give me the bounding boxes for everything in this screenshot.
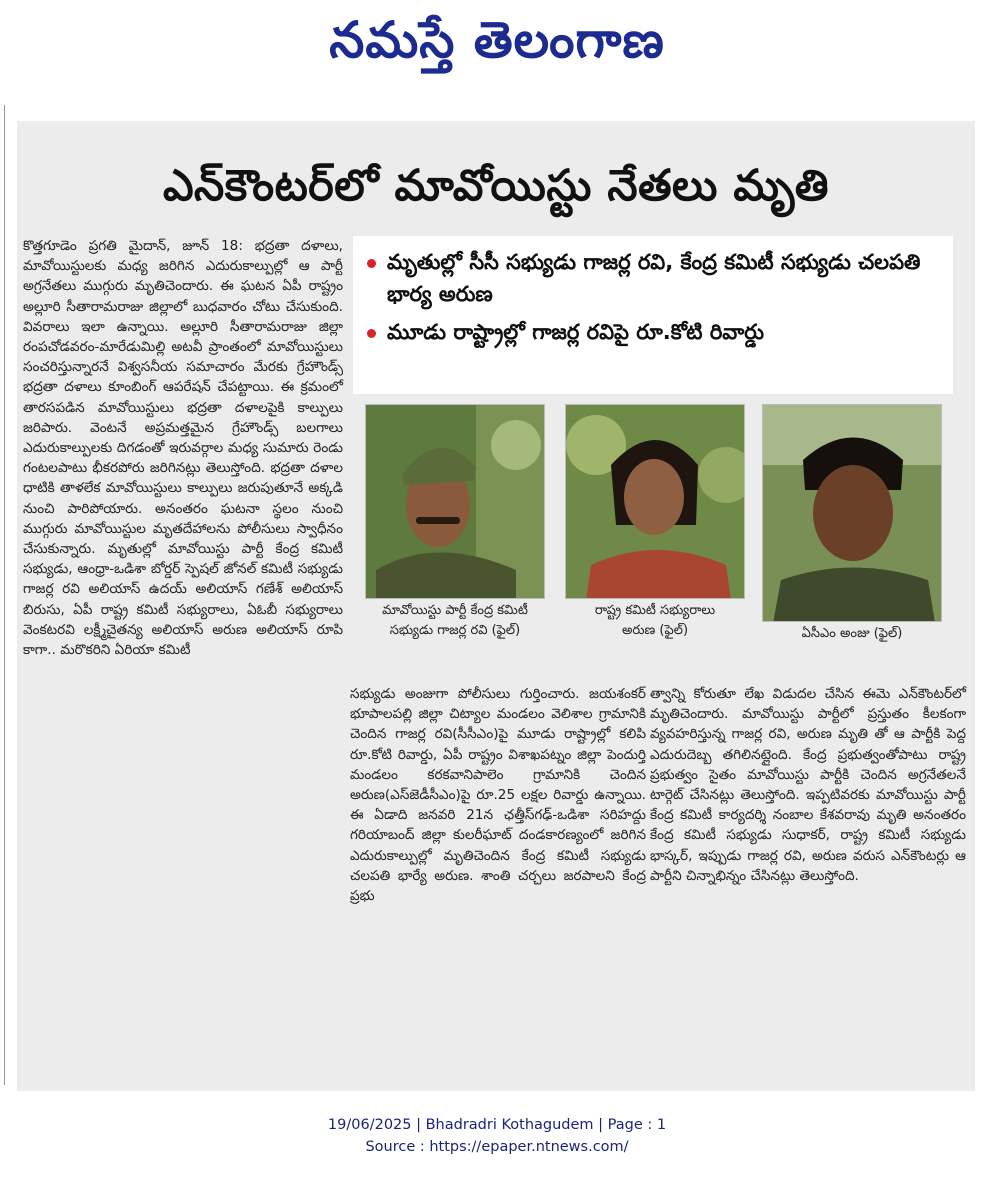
caption-line: సభ్యుడు గాజర్ల రవి (ఫైల్) <box>389 623 521 638</box>
photo-caption <box>762 624 942 644</box>
photo-gajarla-ravi <box>365 404 545 641</box>
caption-line: రాష్ట్ర కమిటీ సభ్యురాలు <box>594 603 716 618</box>
photo-caption <box>565 601 745 641</box>
highlight-text: మూడు రాష్ట్రాల్లో గాజర్ల రవిపై రూ.కోటి రివార్డు <box>387 320 765 344</box>
bullet-icon <box>367 259 376 268</box>
photo-anju <box>762 404 942 644</box>
source-link: Source : https://epaper.ntnews.com/ <box>365 1139 629 1155</box>
article-column-left <box>23 236 343 660</box>
highlight-item <box>367 246 941 310</box>
article-column-right <box>650 684 966 886</box>
caption-line: మావోయిస్టు పార్టీ కేంద్ర కమిటీ <box>382 603 528 618</box>
portrait-image <box>762 404 942 622</box>
bullet-icon <box>367 329 376 338</box>
photo-caption <box>365 601 545 641</box>
article-text: కొత్తగూడెం ప్రగతి మైదాన్, జూన్ 18: భద్రతా దళాలు, మావోయిస్టులకు మధ్య జరిగిన ఎదురుకాల్పుల్లో ఆ పార్టీ అగ్రనేతలు ముగ్గురు మృతిచెందారు. ఈ ఘటన ఏపీ రాష్ట్రం అల్లూరి సీతారామరాజు జిల్లాలో బుధవారం చోటు చేసుకుంది. వివరాలు ఇలా ఉన్నాయి. అల్లూరి సీతారామరాజు జిల్లా రంపచోడవరం-మారేడుమిల్లి అటవీ ప్రాంతంలో మావోయిస్టులు సంచరిస్తున్నారనే విశ్వసనీయ సమాచారం మేరకు గ్రేహౌండ్స్ భద్రతా దళాలు కూంబింగ్ ఆపరేషన్ చేపట్టాయి. ఈ క్రమంలో తారసపడిన మావోయిస్టులు భద్రతా దళాలపైకి కాల్పులు జరిపారు. వెంటనే అప్రమత్తమైన గ్రేహౌండ్స్ బలగాలు ఎదురుకాల్పులకు దిగడంతో ఇరువర్గాల మధ్య సుమారు రెండు గంటలపాటు భీకరపోరు జరిగినట్లు తెలుస్తోంది. భద్రతా దళాల ధాటికి తాళలేక మావోయిస్టులు కాల్పులు జరుపుతూనే అక్కడి నుంచి పారిపోయారు. అనంతరం ఘటనా స్థలం నుంచి ముగ్గురు మావోయిస్టుల మృతదేహాలను పోలీసులు స్వాధీనం చేసుకున్నారు. మృతుల్లో మావోయిస్టు పార్టీ కేంద్ర కమిటీ సభ్యుడు, ఆంధ్రా-ఒడిశా బోర్డర్ స్పెషల్ జోనల్ కమిటీ సభ్యుడు గాజర్ల రవి అలియాస్ ఉదయ్ అలియాస్ గణేశ్ అలియాస్ బిరుసు, ఏపీ రాష్ట్ర కమిటీ సభ్యురాలు, ఏఓబీ సభ్యురాలు వెంకటరవి లక్ష్మీచైతన్య అలియాస్ అరుణ అలియాస్ రూపి కాగా.. మరొకరిని ఏరియా కమిటీ <box>23 238 343 659</box>
news-clipping <box>17 121 975 1091</box>
page-footer <box>0 1114 994 1158</box>
portrait-image <box>365 404 545 599</box>
highlight-item <box>367 316 941 348</box>
highlight-text: మృతుల్లో సీసీ సభ్యుడు గాజర్ల రవి, కేంద్ర కమిటీ సభ్యుడు చలపతి భార్య అరుణ <box>387 250 921 306</box>
photo-strip <box>345 394 975 664</box>
highlights-box <box>353 236 953 394</box>
masthead-logo: నమస్తే తెలంగాణ <box>329 10 665 69</box>
portrait-image <box>565 404 745 599</box>
page-divider <box>4 105 5 1085</box>
article-headline: ఎన్‌కౌంటర్‌లో మావోయిస్టు నేతలు మృతి <box>162 161 829 211</box>
photo-aruna <box>565 404 745 641</box>
article-text: త్వాన్ని కోరుతూ లేఖ విడుదల చేసిన ఈమె ఎన్‌కౌంటర్‌లో మృతిచెందారు. మావోయిస్టు పార్టీలో ప్రస్తుతం కీలకంగా వ్యవహరిస్తున్న గాజర్ల రవి, అరుణ మృతి తో ఆ పార్టీకి పెద్ద ఎదురుదెబ్బ తగిలినట్లైంది. కేంద్ర ప్రభుత్వంతోపాటు రాష్ట్ర ప్రభుత్వం సైతం మావోయిస్టు పార్టీకి చెందిన అగ్రనేతలనే టార్గెట్ చేసినట్లు తెలుస్తోంది. ఇప్పటివరకు మావోయిస్టు పార్టీ కేంద్ర కమిటీ కార్యదర్శి నంబాల కేశవరావు మృతి అనంతరం కేంద్ర కమిటీ సభ్యుడు సుధాకర్, రాష్ట్ర కమిటీ సభ్యుడు భాస్కర్, ఇప్పుడు గాజర్ల రవి, అరుణ వరుస ఎన్‌కౌంటర్లు ఆ పార్టీని చిన్నాభిన్నం చేసినట్లు తెలుస్తోంది. <box>650 686 966 884</box>
edition-info: 19/06/2025 | Bhadradri Kothagudem | Page : 1 <box>327 1117 667 1133</box>
caption-line: ఏసీఎం అంజు (ఫైల్) <box>801 626 903 641</box>
article-column-middle <box>350 684 646 906</box>
article-text: సభ్యుడు అంజుగా పోలీసులు గుర్తించారు. జయశంకర్ భూపాలపల్లి జిల్లా చిట్యాల మండలం వెలిశాల గ్రామానికి చెందిన గాజర్ల రవి(సీసీఎం)పై మూడు రాష్ట్రాల్లో కలిపి రూ.కోటి రివార్డు, ఏపీ రాష్ట్రం విశాఖపట్నం జిల్లా పెందుర్తి మండలం కరకవానిపాలెం గ్రామానికి చెందిన అరుణ(ఎస్‌జెడీసీఎం)పై రూ.25 లక్షల రివార్డు ఉన్నాయి. ఈ ఏడాది జనవరి 21న ఛత్తీస్‌గఢ్-ఒడిశా సరిహద్దు గరియాబంద్ జిల్లా కులరీఘాట్ దండకారణ్యంలో జరిగిన ఎదురుకాల్పుల్లో మృతిచెందిన కేంద్ర కమిటీ సభ్యుడు చలపతి భార్యే అరుణ. శాంతి చర్చలు జరపాలని కేంద్ర ప్రభు <box>350 686 646 905</box>
caption-line: అరుణ (ఫైల్) <box>621 623 689 638</box>
